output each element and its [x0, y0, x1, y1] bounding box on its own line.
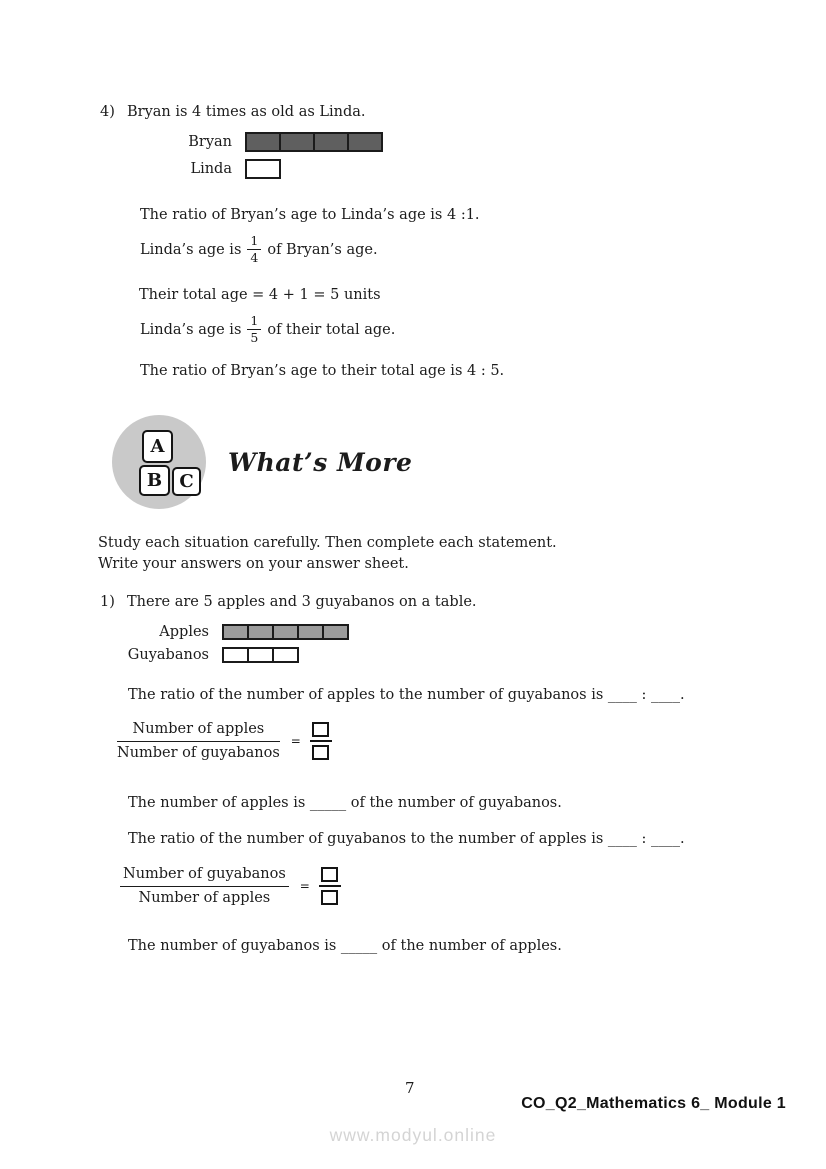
answer-box-fraction: [310, 722, 332, 760]
problem1-number: 1): [100, 594, 115, 610]
problem4-text: Bryan is 4 times as old as Linda.: [127, 104, 366, 120]
answer-box-denominator: [321, 890, 338, 905]
statement-text: Linda’s age is: [140, 321, 242, 338]
bar-cell: [313, 132, 349, 152]
bar-row-guyabanos: [100, 647, 349, 663]
fraction-numerator: Number of apples: [117, 720, 280, 742]
abc-blocks-icon: [112, 415, 206, 509]
statement-ratio-bryan-linda: The ratio of Bryan’s age to Linda’s age is 4 :1.: [140, 207, 480, 223]
bar-cell: [272, 624, 299, 640]
answer-box-denominator: [312, 745, 329, 760]
problem1-text: There are 5 apples and 3 guyabanos on a table.: [127, 594, 477, 610]
equals-sign: =: [290, 734, 301, 749]
module-code: CO_Q2_Mathematics 6_ Module 1: [521, 1095, 786, 1112]
fraction-numerator: Number of guyabanos: [120, 865, 289, 887]
bar-cells-bryan: [245, 132, 383, 152]
bar-cell: [245, 159, 281, 179]
fraction-equation-guyabanos-over-apples: [120, 865, 341, 908]
fraction-equation-apples-over-guyabanos: [117, 720, 332, 763]
page-number: 7: [405, 1079, 415, 1097]
text-fraction: [117, 720, 280, 763]
statement-ratio-apples-guyabanos: The ratio of the number of apples to the number of guyabanos is ____ : ____.: [128, 687, 685, 703]
fraction-bar: [310, 740, 332, 742]
statement-text: Linda’s age is: [140, 241, 242, 258]
bar-cell: [247, 624, 274, 640]
bar-cell: [322, 624, 349, 640]
statement-ratio-bryan-total: The ratio of Bryan’s age to their total age is 4 : 5.: [140, 363, 505, 379]
statement-apples-fraction: The number of apples is _____ of the number of guyabanos.: [128, 795, 562, 811]
block-a: A: [142, 430, 173, 463]
bar-cell: [347, 132, 383, 152]
bar-cell: [245, 132, 281, 152]
problem1-heading: [100, 592, 477, 613]
bar-label: Guyabanos: [127, 647, 209, 663]
fraction-denominator: Number of apples: [138, 889, 271, 906]
bar-label: Bryan: [188, 134, 232, 150]
bar-cell: [222, 647, 249, 663]
equals-sign: =: [299, 879, 310, 894]
instructions-line1: Study each situation carefully. Then complete each statement.: [98, 535, 557, 551]
statement-linda-fraction-bryan: [140, 234, 378, 266]
problem4-bar-model: [100, 132, 383, 186]
instructions: [98, 533, 557, 575]
bar-cell: [297, 624, 324, 640]
fraction-denominator: Number of guyabanos: [117, 744, 280, 761]
fraction-one-fifth: [247, 314, 261, 346]
answer-box-numerator: [321, 867, 338, 882]
fraction-numerator: 1: [247, 314, 261, 330]
block-c: C: [172, 467, 201, 496]
bar-row-linda: [100, 159, 383, 179]
block-b: B: [139, 465, 170, 496]
bar-row-bryan: [100, 132, 383, 152]
watermark: www.modyul.online: [329, 1125, 497, 1145]
bar-label: Apples: [159, 624, 209, 640]
bar-cell: [222, 624, 249, 640]
problem1-bar-model: [100, 624, 349, 670]
instructions-line2: Write your answers on your answer sheet.: [98, 556, 409, 573]
statement-text: of Bryan’s age.: [267, 241, 378, 258]
statement-ratio-guyabanos-apples: The ratio of the number of guyabanos to the number of apples is ____ : ____.: [128, 831, 685, 847]
fraction-denominator: 4: [250, 250, 259, 266]
statement-total-age: Their total age = 4 + 1 = 5 units: [139, 287, 381, 303]
bar-cell: [272, 647, 299, 663]
bar-row-apples: [100, 624, 349, 640]
answer-box-fraction: [319, 867, 341, 905]
statement-guyabanos-fraction: The number of guyabanos is _____ of the number of apples.: [128, 938, 562, 954]
fraction-one-fourth: [247, 234, 261, 266]
bar-cells-guyabanos: [222, 647, 299, 663]
statement-linda-fraction-total: [140, 314, 395, 346]
fraction-bar: [319, 885, 341, 887]
problem4-number: 4): [100, 104, 115, 120]
problem4-heading: [100, 102, 366, 123]
bar-cell: [279, 132, 315, 152]
statement-text: of their total age.: [267, 321, 396, 338]
answer-box-numerator: [312, 722, 329, 737]
section-title-whats-more: What’s More: [228, 448, 413, 477]
bar-label: Linda: [190, 161, 232, 177]
bar-cells-linda: [245, 159, 281, 179]
fraction-numerator: 1: [247, 234, 261, 250]
bar-cells-apples: [222, 624, 349, 640]
bar-cell: [247, 647, 274, 663]
text-fraction: [120, 865, 289, 908]
fraction-denominator: 5: [250, 330, 259, 346]
